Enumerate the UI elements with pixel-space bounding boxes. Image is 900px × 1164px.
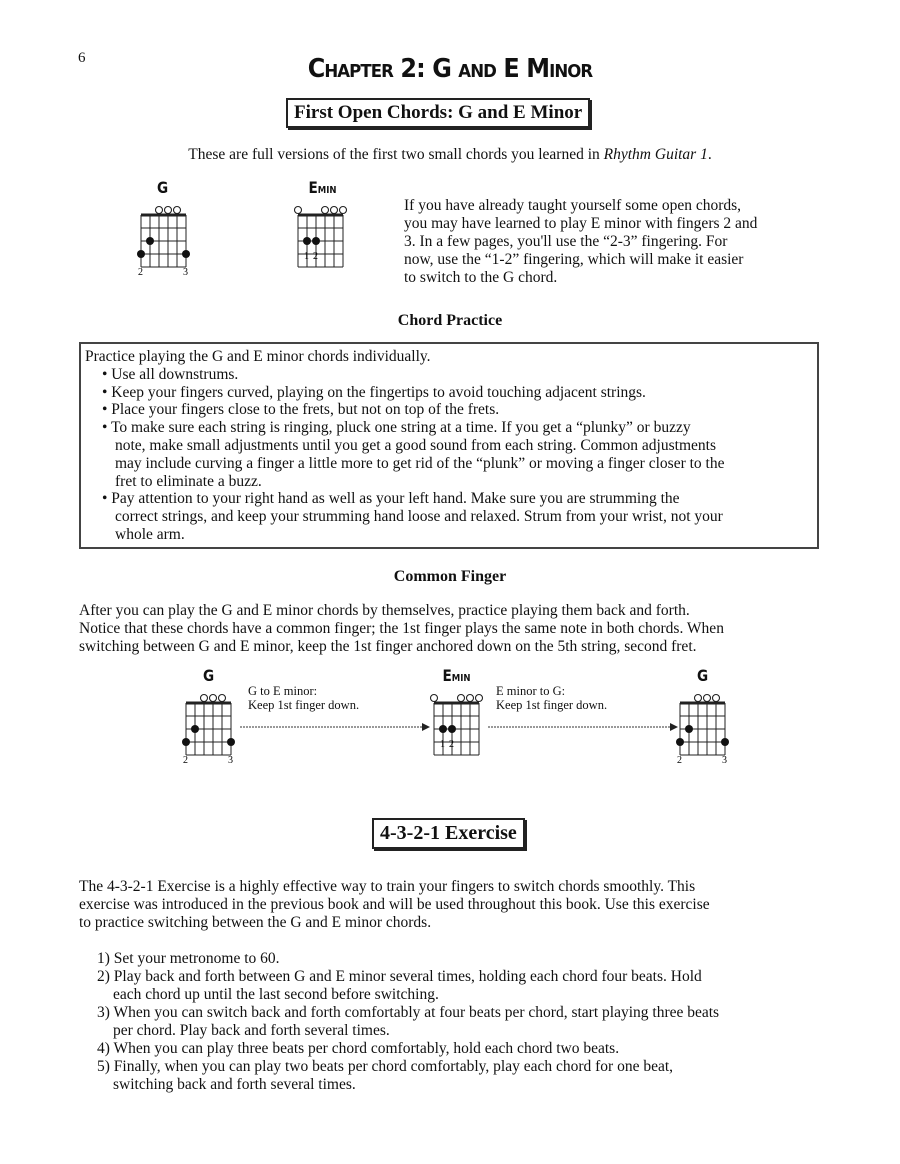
seq-g1-open-string-markers	[201, 695, 226, 702]
step-item: 1) Set your metronome to 60.	[97, 950, 280, 967]
step-item: 2) Play back and forth between G and E minor several times, holding each chord four beats. Hold	[97, 968, 702, 985]
note-line: to switch to the G chord.	[404, 269, 558, 286]
arrow-label-line: Keep 1st finger down.	[496, 698, 608, 712]
seq-chord-name-g1: G	[202, 666, 215, 685]
step-item-cont: per chord. Play back and forth several times.	[113, 1022, 390, 1039]
step-item-cont: switching back and forth several times.	[113, 1076, 356, 1093]
arrow-g-to-em	[240, 720, 430, 734]
chord-name-g: G	[156, 178, 169, 197]
section-title-exercise: 4-3-2-1 Exercise	[372, 818, 525, 849]
practice-bullet: • Use all downstrums.	[102, 365, 239, 383]
section-title-first-open-chords: First Open Chords: G and E Minor	[286, 98, 590, 128]
seq-chord-name-em	[442, 666, 470, 685]
arrow-label-line: Keep 1st finger down.	[248, 698, 360, 712]
practice-bullet: • Keep your fingers curved, playing on the fingertips to avoid touching adjacent strings.	[102, 383, 646, 401]
seq-chord-name-em-root: E	[442, 666, 452, 685]
common-finger-heading: Common Finger	[393, 568, 507, 585]
seq-chord-name-em-suffix: MIN	[451, 673, 471, 684]
em-open-string-markers	[295, 207, 347, 214]
seq-g2-finger-number-3: 3	[722, 755, 727, 766]
arrow-label-em-to-g	[496, 684, 607, 712]
chord-practice-list	[85, 348, 724, 544]
paragraph-line: After you can play the G and E minor chords by themselves, practice playing them back and forth.	[79, 602, 690, 619]
paragraph-line: exercise was introduced in the previous book and will be used throughout this book. Use this exercise	[79, 896, 710, 913]
practice-bullet: • To make sure each string is ringing, pluck one string at a time. If you get a “plunky” or buzzy	[102, 419, 691, 437]
paragraph-line: to practice switching between the G and E minor chords.	[79, 914, 432, 931]
seq-chord-name-g2: G	[696, 666, 709, 685]
arrow-label-line: G to E minor:	[248, 684, 318, 698]
exercise-intro	[79, 878, 710, 932]
seq-g-chord-diagram-1	[176, 688, 246, 768]
step-item-cont: each chord up until the last second before switching.	[113, 986, 439, 1003]
exercise-steps	[97, 950, 719, 1094]
arrow-label-g-to-em	[248, 684, 359, 712]
g-finger-number-2: 2	[138, 267, 143, 278]
note-line: now, use the “1-2” fingering, which will make it easier	[404, 251, 744, 268]
open-chords-note	[404, 197, 757, 287]
arrow-head-icon	[670, 723, 678, 731]
g-open-string-markers	[156, 207, 181, 214]
practice-bullet-cont: note, make small adjustments until you get a good sound from each string. Common adjustments	[115, 436, 716, 454]
chord-name-em-root: E	[308, 178, 318, 197]
seq-g2-finger-dots	[676, 725, 729, 746]
note-line: 3. In a few pages, you'll use the “2-3” fingering. For	[404, 233, 728, 250]
practice-bullet: • Pay attention to your right hand as well as your left hand. Make sure you are strumming the	[102, 490, 680, 508]
g-chord-diagram	[131, 200, 201, 280]
seq-g1-finger-number-2: 2	[183, 755, 188, 766]
seq-em-chord-diagram	[424, 688, 494, 768]
paragraph-line: switching between G and E minor, keep the 1st finger anchored down on the 5th string, second fret.	[79, 638, 697, 655]
practice-intro: Practice playing the G and E minor chords individually.	[85, 348, 431, 365]
em-chord-diagram	[288, 200, 358, 280]
note-line: you may have learned to play E minor with fingers 2 and	[404, 215, 758, 232]
practice-bullet: • Place your fingers close to the frets, but not on top of the frets.	[102, 401, 500, 419]
arrow-head-icon	[422, 723, 430, 731]
book-title: Rhythm Guitar 1	[603, 146, 708, 163]
page-number: 6	[78, 50, 86, 66]
g-finger-dots	[137, 237, 190, 258]
intro-prefix: These are full versions of the first two small chords you learned in	[188, 146, 604, 163]
em-finger-number-1: 1	[304, 251, 309, 262]
common-finger-paragraph	[79, 602, 724, 656]
note-line: If you have already taught yourself some open chords,	[404, 197, 742, 214]
seq-em-finger-number-2: 2	[449, 739, 454, 750]
step-item: 3) When you can switch back and forth comfortably at four beats per chord, start playing three beats	[97, 1004, 720, 1021]
chord-practice-heading: Chord Practice	[397, 312, 503, 329]
seq-g1-finger-dots	[182, 725, 235, 746]
chapter-title: Chapter 2: G and E Minor	[307, 54, 593, 84]
g-finger-number-3: 3	[183, 267, 188, 278]
seq-g2-open-string-markers	[695, 695, 720, 702]
seq-g1-finger-number-3: 3	[228, 755, 233, 766]
seq-g2-finger-number-2: 2	[677, 755, 682, 766]
intro-line	[0, 146, 900, 164]
step-item: 5) Finally, when you can play two beats per chord comfortably, play each chord for one beat,	[97, 1058, 674, 1075]
chord-name-em	[308, 178, 336, 197]
seq-em-finger-number-1: 1	[440, 739, 445, 750]
seq-em-open-string-markers	[431, 695, 483, 702]
arrow-label-line: E minor to G:	[496, 684, 566, 698]
seq-g-chord-diagram-2	[670, 688, 740, 768]
chord-name-em-suffix: MIN	[317, 185, 337, 196]
step-item: 4) When you can play three beats per chord comfortably, hold each chord two beats.	[97, 1040, 620, 1057]
practice-bullet-cont: correct strings, and keep your strumming hand loose and relaxed. Strum from your wrist, not your	[115, 508, 723, 526]
paragraph-line: The 4-3-2-1 Exercise is a highly effective way to train your fingers to switch chords smoothly. This	[79, 878, 696, 895]
practice-bullet-cont: fret to eliminate a buzz.	[115, 472, 262, 490]
practice-bullet-cont: may include curving a finger a little more to get rid of the “plunk” or moving a finger closer to the	[115, 454, 725, 472]
arrow-em-to-g	[488, 720, 678, 734]
intro-suffix: .	[707, 146, 712, 163]
practice-bullet-cont: whole arm.	[115, 525, 185, 543]
em-finger-number-2: 2	[313, 251, 318, 262]
paragraph-line: Notice that these chords have a common finger; the 1st finger plays the same note in both chords. When	[79, 620, 724, 637]
